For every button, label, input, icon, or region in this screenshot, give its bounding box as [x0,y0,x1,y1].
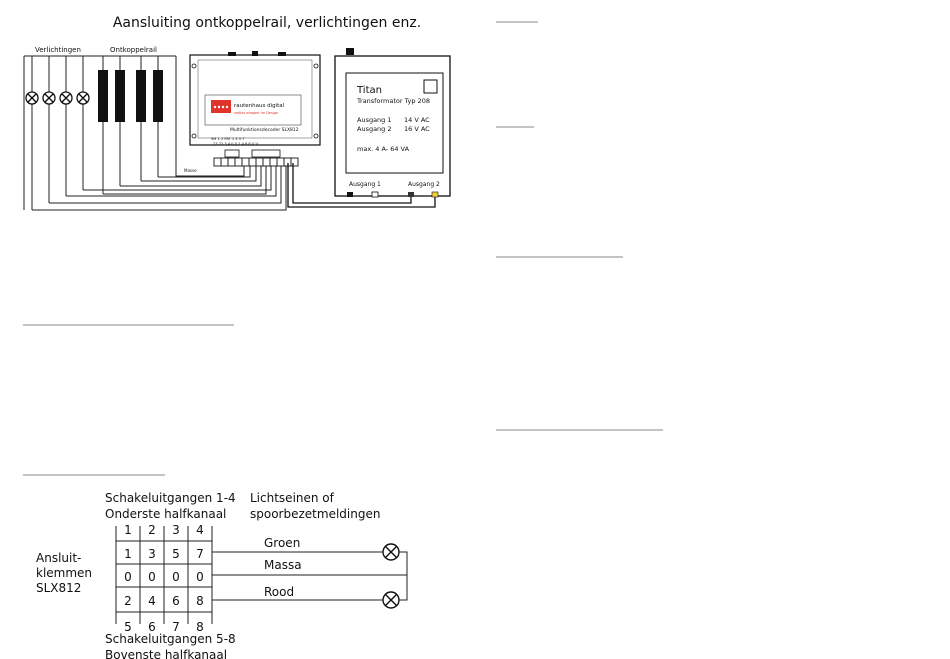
decoder-pin-header-1: SM 1 2 PAT 1 3 5 7 [211,137,245,141]
terminal-label-2: Ausgang 2 [408,181,440,188]
row2-cell: 0 [196,570,204,584]
right-title-1: Lichtseinen of [250,491,334,505]
lamp-icon [43,92,55,104]
bottom-title-2: Bovenste halfkanaal [105,648,228,659]
lamp-drops [32,56,83,210]
row3-cell: 2 [124,594,132,608]
transformer-type: Transformator Typ 208 [357,97,430,105]
left-label-2: klemmen [36,566,93,580]
transformer-out1-value: 14 V AC [404,116,430,124]
lamp-icon [26,92,38,104]
right-title-2: spoorbezetmeldingen [250,507,381,521]
col-bottom-8: 8 [196,620,204,634]
masse-label: Masse [184,168,197,173]
decoder-box [190,51,320,146]
left-label-1: Ansluit- [36,551,82,565]
decoder-model: Multifunktionsdecoder SLX812 [230,128,299,133]
col-bottom-7: 7 [172,620,180,634]
row2-cell: 0 [172,570,180,584]
decoder-wires [32,163,286,210]
row3-cell: 6 [172,594,180,608]
transformer-out2: Ausgang 2 [357,125,392,133]
row1-cell: 1 [124,547,132,561]
decoder-terminals [214,150,298,166]
wire-label-groen: Groen [264,536,301,550]
decoder-brand: rautenhaus digital [234,103,285,109]
col-top-4: 4 [196,523,204,537]
uncoupler-rails [98,56,163,194]
wire-label-rood: Rood [264,585,295,599]
lights-label: Verlichtingen [35,46,81,54]
col-top-1: 1 [124,523,132,537]
transformer-box [335,48,450,197]
transformer-name: Titan [357,85,382,96]
left-label-3: SLX812 [36,581,82,595]
top-title-2: Onderste halfkanaal [105,507,227,521]
col-top-2: 2 [148,523,156,537]
col-bottom-6: 6 [148,620,156,634]
transformer-out1: Ausgang 1 [357,116,392,124]
lamp-icon [383,592,399,608]
decoder-tagline: zeitlos elegant im Design [234,111,279,115]
wire-label-massa: Massa [264,558,302,572]
lamp-icon [383,544,399,560]
row1-cell: 5 [172,547,180,561]
transformer-max: max. 4 A- 64 VA [357,145,410,153]
uncoupler-label: Ontkoppelrail [110,46,157,54]
diagram-title: Aansluiting ontkoppelrail, verlichtingen enz. [112,15,422,31]
bottom-title-1: Schakeluitgangen 5-8 [105,632,236,646]
row1-cell: 7 [196,547,204,561]
terminal-label-1: Ausgang 1 [349,181,381,188]
lamp-icon [77,92,89,104]
lamp-icon [60,92,72,104]
row2-cell: 0 [148,570,156,584]
decoder-pin-header-2: 23 22 3 4 0 0 2 4 6 8 V V [213,142,258,146]
transformer-out2-value: 16 V AC [404,125,430,133]
row3-cell: 8 [196,594,204,608]
top-title-1: Schakeluitgangen 1-4 [105,491,236,505]
row3-cell: 4 [148,594,156,608]
col-bottom-5: 5 [124,620,132,634]
row1-cell: 3 [148,547,156,561]
signal-wires [212,552,407,600]
col-top-3: 3 [172,523,180,537]
row2-cell: 0 [124,570,132,584]
